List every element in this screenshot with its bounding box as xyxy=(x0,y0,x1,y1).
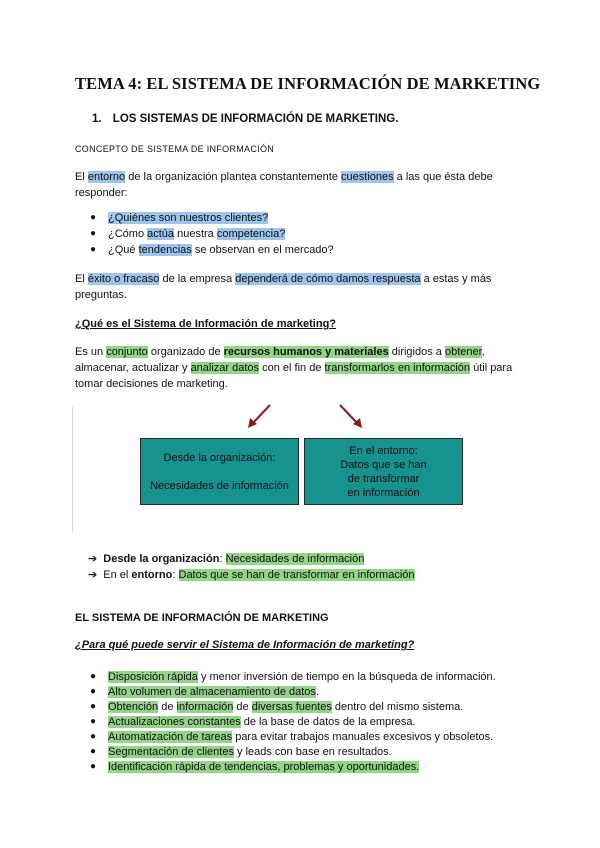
bullet-icon: ● xyxy=(90,746,97,757)
highlight: Disposición rápida xyxy=(108,671,198,683)
list-item xyxy=(108,699,463,715)
highlight: recursos humanos y materiales xyxy=(223,346,389,358)
text: Desde la organización xyxy=(103,553,220,565)
diagram-arrows xyxy=(240,402,370,432)
section-heading-text: LOS SISTEMAS DE INFORMACIÓN DE MARKETING. xyxy=(112,113,399,125)
list-item xyxy=(108,210,268,226)
bullet-icon: ● xyxy=(90,671,97,682)
highlight: conjunto xyxy=(106,346,148,358)
bullet-icon: ● xyxy=(90,228,97,239)
highlight: actúa xyxy=(147,228,175,240)
text: dentro del mismo sistema. xyxy=(331,701,464,713)
list-item xyxy=(108,226,285,242)
text: almacenar, actualizar y xyxy=(75,362,191,374)
text: nuestra xyxy=(174,228,217,240)
highlight: analizar datos xyxy=(190,362,260,374)
bullet-icon: ● xyxy=(90,212,97,223)
list-item xyxy=(108,242,334,258)
box-text: Datos que se han xyxy=(340,458,427,471)
bullet-icon: ● xyxy=(90,244,97,255)
text: : xyxy=(172,569,179,581)
text: y leads con base en resultados. xyxy=(233,746,392,758)
text: de la base de datos de la empresa. xyxy=(240,716,416,728)
text: responder: xyxy=(75,187,128,199)
section-heading xyxy=(92,113,398,125)
text: El xyxy=(75,273,88,285)
text: organizado de xyxy=(147,346,224,358)
highlight: obtener xyxy=(444,346,482,358)
highlight: Automatización de tareas xyxy=(108,731,233,743)
text: En el xyxy=(103,569,132,581)
arrow-left-icon xyxy=(248,405,270,428)
highlight: competencia? xyxy=(216,228,286,240)
text: El xyxy=(75,171,88,183)
highlight: Segmentación de clientes xyxy=(108,746,234,758)
text: ¿Cómo xyxy=(108,228,148,240)
text: de xyxy=(158,701,177,713)
arrow-list-item xyxy=(88,551,364,567)
subheading: CONCEPTO DE SISTEMA DE INFORMACIÓN xyxy=(75,144,275,154)
highlight: Alto volumen de almacenamiento de datos xyxy=(108,686,316,698)
page-title: TEMA 4: EL SISTEMA DE INFORMACIÓN DE MARKETING xyxy=(75,74,541,93)
text: para evitar trabajos manuales excesivos y obsoletos. xyxy=(232,731,494,743)
text: de la organización plantea constantemente xyxy=(125,171,342,183)
box-text: Desde la organización: xyxy=(163,451,276,464)
text: se observan en el mercado? xyxy=(191,244,334,256)
text: y menor inversión de tiempo en la búsqueda de información. xyxy=(197,671,496,683)
bullet-icon: ● xyxy=(90,716,97,727)
highlight: éxito o fracaso xyxy=(87,273,160,285)
text: . xyxy=(315,686,319,698)
paragraph-entorno xyxy=(75,169,493,201)
text: entorno xyxy=(131,569,173,581)
bullet-icon: ● xyxy=(90,701,97,712)
bullet-icon: ● xyxy=(90,686,97,697)
arrow-icon: ➔ xyxy=(88,569,98,581)
highlight: dependerá de cómo damos respuesta xyxy=(235,273,421,285)
text: ¿Qué xyxy=(108,244,139,256)
section-heading: EL SISTEMA DE INFORMACIÓN DE MARKETING xyxy=(75,612,329,624)
diagram-divider xyxy=(72,407,73,532)
bullet-icon: ● xyxy=(90,761,97,772)
text: Es un xyxy=(75,346,107,358)
text: , xyxy=(481,346,485,358)
highlight: Datos que se han de transformar en información xyxy=(178,569,415,581)
arrow-list-item xyxy=(88,567,415,583)
box-text: en información xyxy=(347,486,420,499)
box-text: de transformar xyxy=(347,472,420,485)
highlight: diversas fuentes xyxy=(251,701,332,713)
highlight: información xyxy=(176,701,234,713)
list-item xyxy=(108,684,319,700)
text: útil para xyxy=(470,362,513,374)
text: de la empresa xyxy=(159,273,236,285)
text: dirigidos a xyxy=(388,346,445,358)
arrow-right-icon xyxy=(340,405,362,428)
list-item xyxy=(108,744,392,760)
highlight: entorno xyxy=(87,171,126,183)
highlight: Actualizaciones constantes xyxy=(108,716,241,728)
arrow-icon: ➔ xyxy=(88,553,98,565)
question-heading: ¿Qué es el Sistema de Información de marketing? xyxy=(75,318,337,330)
text: preguntas. xyxy=(75,289,127,301)
list-item xyxy=(108,669,496,685)
bullet-icon: ● xyxy=(90,731,97,742)
highlight: ¿Quiénes son nuestros clientes? xyxy=(108,212,269,224)
text: tomar decisiones de marketing. xyxy=(75,378,228,390)
diagram-box-organization xyxy=(140,438,299,505)
box-text: Necesidades de información xyxy=(150,479,289,492)
highlight: tendencias xyxy=(138,244,192,256)
highlight: Identificación rápida de tendencias, problemas y oportunidades. xyxy=(108,761,420,773)
section-number: 1. xyxy=(92,113,102,125)
text: con el fin de xyxy=(259,362,325,374)
question-heading: ¿Para qué puede servir el Sistema de Información de marketing? xyxy=(75,639,415,651)
highlight: transformarlos en información xyxy=(324,362,471,374)
list-item xyxy=(108,729,493,745)
highlight: Obtención xyxy=(108,701,159,713)
list-item xyxy=(108,714,416,730)
diagram-box-entorno xyxy=(304,438,463,505)
list-item xyxy=(108,759,419,775)
highlight: cuestiones xyxy=(341,171,394,183)
paragraph-definition xyxy=(75,344,512,392)
text: : xyxy=(219,553,226,565)
text: a las que ésta debe xyxy=(393,171,493,183)
text: a estas y más xyxy=(420,273,492,285)
highlight: Necesidades de información xyxy=(225,553,365,565)
box-text: En el entorno: xyxy=(349,444,418,457)
paragraph-exito xyxy=(75,271,491,303)
text: de xyxy=(233,701,252,713)
